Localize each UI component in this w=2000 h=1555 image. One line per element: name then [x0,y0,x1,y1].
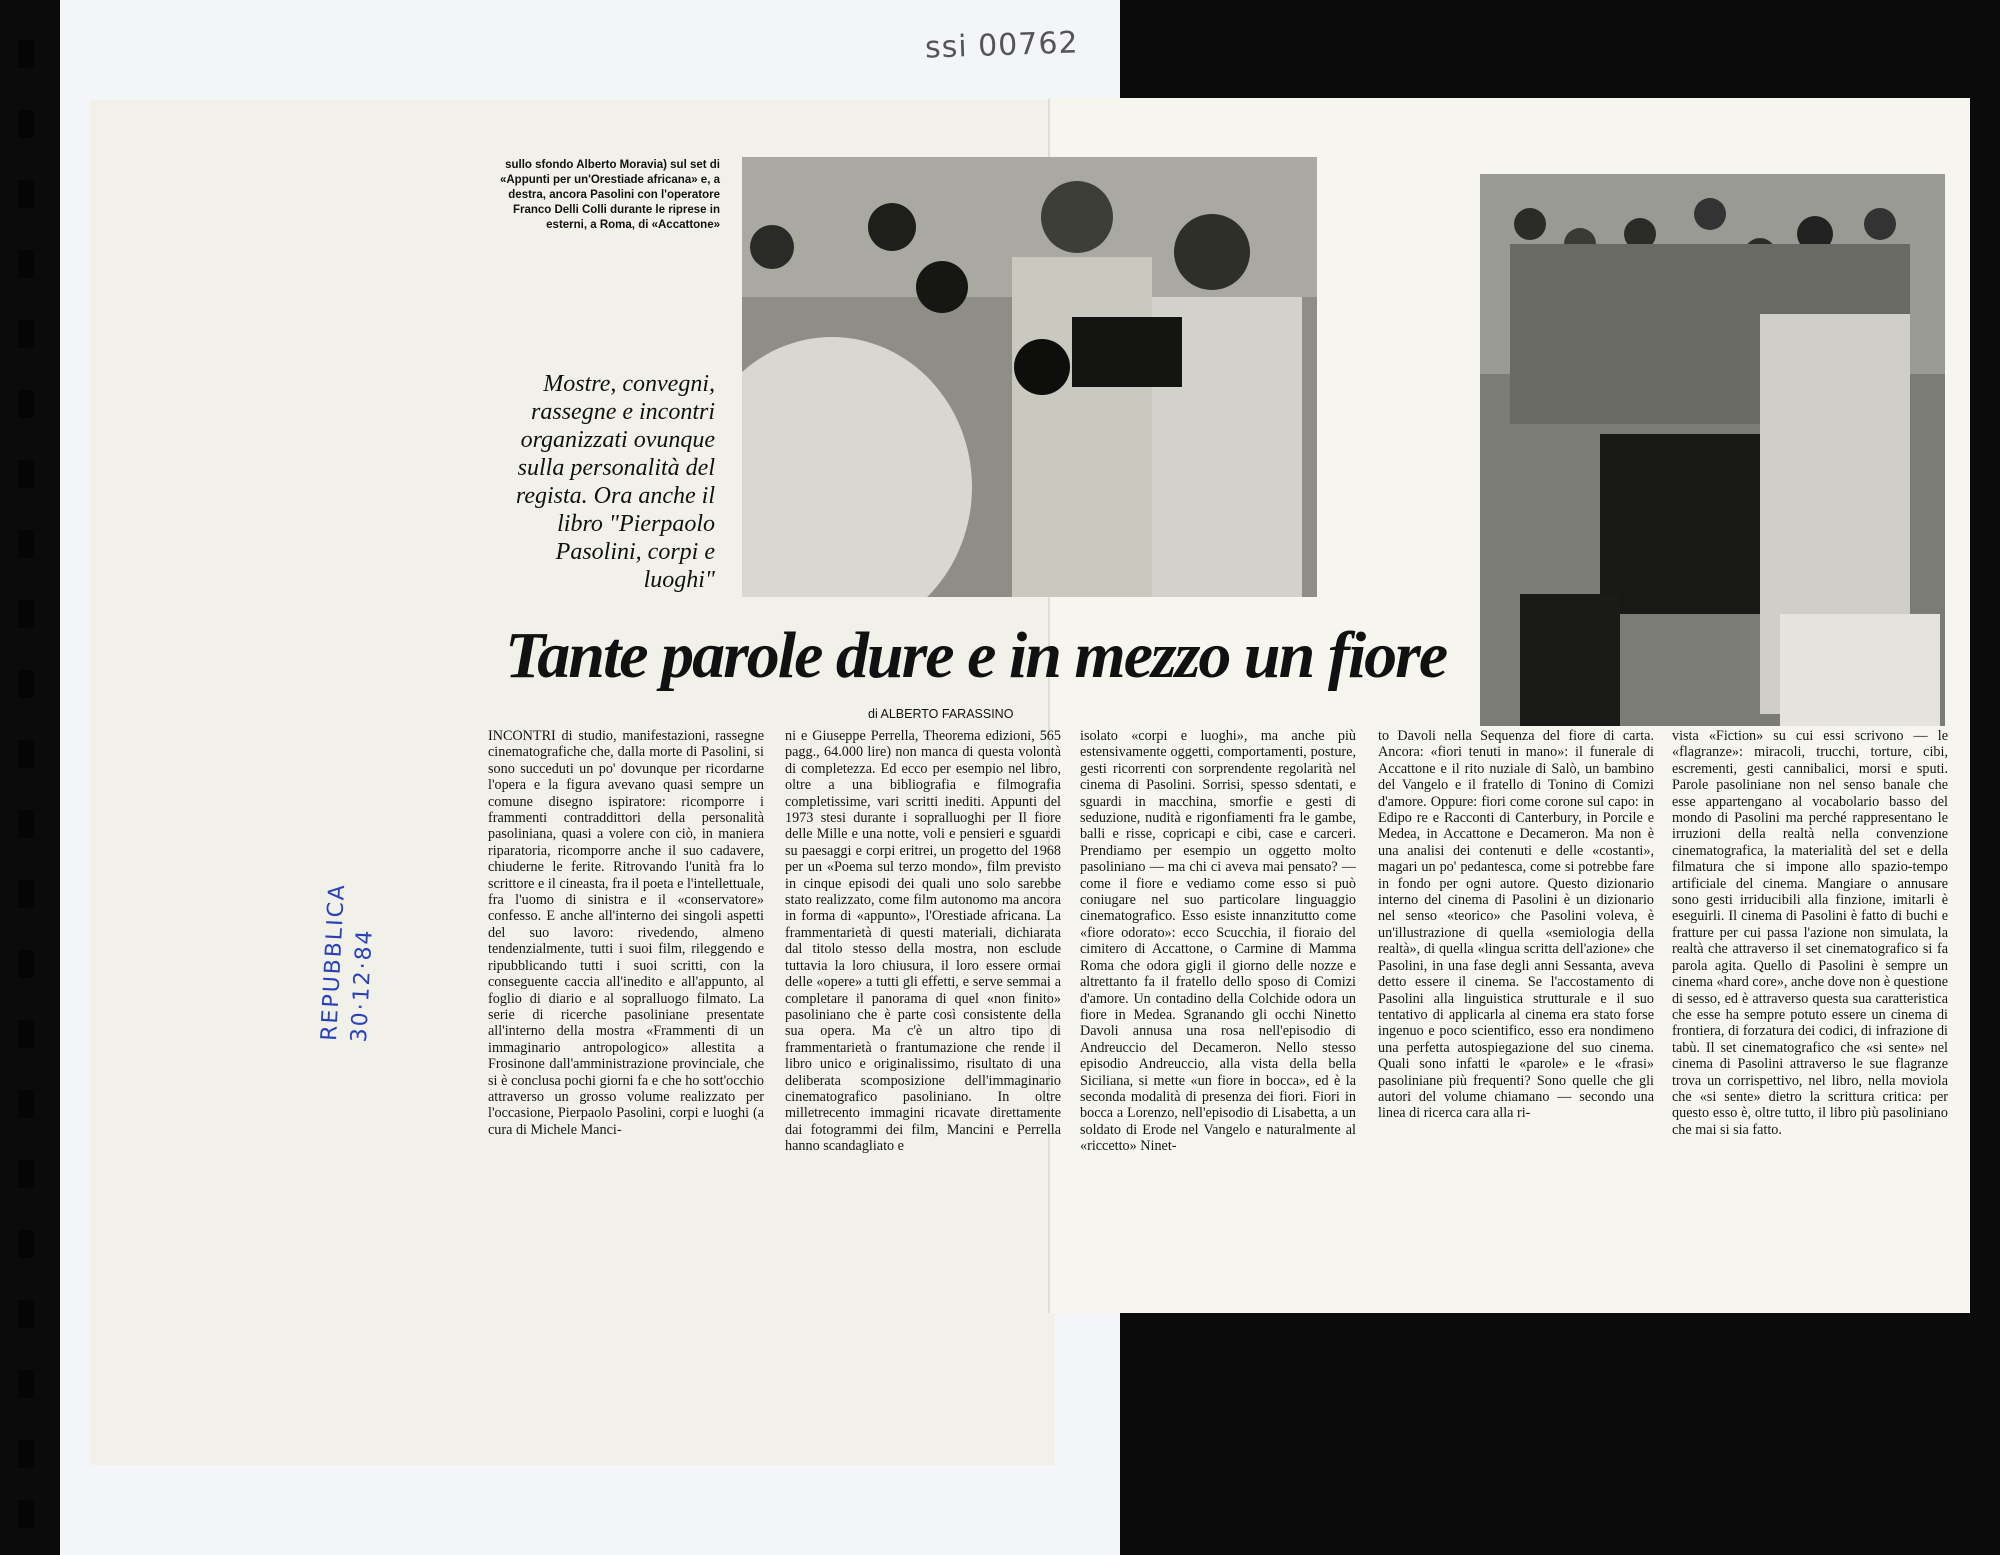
binder-hole [18,880,34,908]
binder-hole [18,390,34,418]
article-subhead: Mostre, convegni, rassegne e incontri organizzati ovunque sulla personalità del regista. Ora anche il libro "Pierpaolo Pasolini, corpi e luoghi" [515,371,715,593]
binder-hole [18,1300,34,1328]
column-text: INCONTRI di studio, manifestazioni, rassegne cinematografiche che, dalla morte di Pasolini, si sono succeduti un po' dovunque per ricordarne l'opera e la figura avevano quasi sempre un comune disegno ispiratore: ricomporre i frammenti contraddittori della personalità pasoliniana, quasi a volere con ciò, in maniera riparatoria, ricomporre anche il suo cadavere, chiuderne le ferite. Ritrovando l'unità fra lo scrittore e il cineasta, fra il poeta e l'intellettuale, fra l'uomo di sinistra e il «conservatore» confesso. E anche all'interno dei singoli aspetti del suo lavoro: rivedendo, almeno tendenzialmente, tutti i suoi film, rileggendo e ripubblicando tutti i suoi scritti, con la conseguente caccia all'inedito e all'appunto, al foglio di diario e al sopralluogo filmato. La serie di ricerche pasoliniane presentate all'interno della mostra «Frammenti di un immaginario antropologico» allestita a Frosinone dall'amministrazione provinciale, che si è conclusa pochi giorni fa e che ho sott'occhio attraverso un grosso volume realizzato per l'occasione, Pierpaolo Pasolini, corpi e luoghi (a cura di Michele Manci- [488,728,764,1138]
photo-pasolini-filming-street [1480,174,1945,726]
handwritten-date: 30·12·84 [346,927,378,1043]
binder-hole [18,670,34,698]
article-column-3 [1080,728,1356,1155]
binder-hole [18,110,34,138]
binder-hole [18,1370,34,1398]
photo-film-set-camera [742,157,1317,597]
binder-hole [18,530,34,558]
binder-hole [18,810,34,838]
handwritten-source-note [315,882,383,1043]
binder-hole [18,460,34,488]
binder-hole [18,1440,34,1468]
binder-hole [18,740,34,768]
photo-caption: sullo sfondo Alberto Moravia) sul set di «Appunti per un'Orestiade africana» e, a destra, ancora Pasolini con l'operatore Franco Delli Colli durante le riprese in esterni, a Roma, di «Accattone» [499,159,720,231]
article-headline: Tante parole dure e in mezzo un fiore [505,619,1447,692]
article-column-5 [1672,728,1948,1138]
column-text: ni e Giuseppe Perrella, Theorema edizioni, 565 pagg., 64.000 lire) non manca di questa volontà di completezza. Ed ecco per esempio nel libro, oltre a una bibliografia e filmografia completissime, vari scritti inediti. Appunti del 1973 stesi durante i sopralluoghi per Il fiore delle Mille e una notte, voli e pensieri e sguardi su paesaggi e corpi eritrei, un progetto del 1968 per un «Poema sul terzo mondo», film previsto in cinque episodi dei quali uno solo sarebbe stato realizzato, come film autonomo ma ancora in forma di «appunto», l'Orestiade africana. La frammentarietà di questi materiali, dichiarata dal titolo stesso della mostra, non esclude tuttavia la loro chiusura, il loro essere ormai delle «opere» a tutti gli effetti, e serve semmai a completare il panorama di quel «non finito» pasoliniano che è parte così consistente della sua opera. Ma c'è un altro tipo di frammentarietà o frantumazione che rende il libro unico e originalissimo, risultato di una deliberata scomposizione dell'immaginario cinematografico pasoliniano. In oltre milletrecento immagini ricavate direttamente dai fotogrammi dei film, Mancini e Perrella hanno scandagliato e [785,728,1061,1155]
binder-hole [18,250,34,278]
binder-hole [18,40,34,68]
binder-hole [18,1090,34,1118]
binder-hole [18,320,34,348]
article-column-2 [785,728,1061,1155]
binder-hole [18,1230,34,1258]
binder-hole [18,1020,34,1048]
binder-ring-holes [0,0,60,1555]
archive-code: ssi 00762 [924,25,1080,66]
binder-hole [18,950,34,978]
binder-hole [18,1500,34,1528]
article-byline: di ALBERTO FARASSINO [868,707,1014,721]
binder-hole [18,180,34,208]
binder-hole [18,600,34,628]
column-text: vista «Fiction» su cui essi scrivono — le «flagranze»: miracoli, trucchi, torture, cibi, escrementi, gesti cannibalici, morsi e sputi. Parole pasoliniane non nel senso banale che esse appartengano al vocabolario basso del mondo di Pasolini ma perché rappresentano le irruzioni della realtà nella convenzione cinematografica, la materialità del set e della filmatura che si impone allo spazio-tempo artificiale del cinema. Mangiare o annusare sono gesti irriducibili alla finzione, imitarli è eseguirli. Il cinema di Pasolini è fatto di buchi e fratture per cui passa l'azione non simulata, la realtà che attraverso il set cinematografico si fa parola agita. Quello di Pasolini è sempre un cinema «hard core», anche dove non è questione di sesso, ed è attraverso questa sua caratteristica che esse ha sempre potuto essere un cinema di frontiera, di forzatura dei codici, di infrazione di tabù. Il set cinematografico che «si sente» nel cinema di Pasolini attraverso le sue flagranze trova un corrispettivo, nel libro, nella moviola che «si sente» dietro la scrittura critica: per questo esso è, oltre tutto, il libro più pasoliniano che mai si sia fatto. [1672,728,1948,1138]
article-column-4 [1378,728,1654,1122]
article-column-1 [488,728,764,1138]
column-text: to Davoli nella Sequenza del fiore di carta. Ancora: «fiori tenuti in mano»: il funerale di Accattone e il rito nuziale di Salò, un bambino del Vangelo e il fratello di Tonino di Comizi d'amore. Oppure: fiori come corone sul capo: in Edipo re e Racconti di Canterbury, in Porcile e Medea, in Accattone e Decameron. Ma non è una analisi dei contenuti e delle «costanti», magari un po' pedantesca, come si potrebbe fare in fondo per ogni autore. Questo dizionario interno del cinema di Pasolini è un dizionario nel senso «teorico» che Pasolini voleva, è un'illustrazione di quella «semiologia della realtà», di quella «lingua scritta dell'azione» che Pasolini, in una fase degli anni Sessanta, aveva detto essere il cinema. Se l'accostamento di Pasolini alla linguistica strutturale e il suo tentativo di applicarla al cinema era stato forse ingenuo e poco scientifico, esso era nondimeno una perfetta autospiegazione del suo cinema. Quali sono infatti le «parole» e le «frasi» pasoliniane più frequenti? Sono quelle che gli autori del volume chiamano — secondo una linea di ricerca cara alla ri- [1378,728,1654,1122]
handwritten-newspaper-name: REPUBBLICA [316,882,351,1042]
binder-hole [18,1160,34,1188]
column-text: isolato «corpi e luoghi», ma anche più estensivamente oggetti, comportamenti, posture, gesti ricorrenti con sorprendente regolarità nel cinema di Pasolini. Sorrisi, spesso sdentati, e sguardi in macchina, smorfie e gesti di seduzione, nudità e rigonfiamenti fra le gambe, balli e risse, copricapi e cibi, case e carceri. Prendiamo per esempio un oggetto molto pasoliniano — ma chi ci aveva mai pensato? — come il fiore e vediamo come esso si può coniugare nel suo particolare linguaggio cinematografico. Esso esiste innanzitutto come «fiore odorato»: ecco Scucchia, il fioraio del cimitero di Accattone, o Carmine di Mamma Roma che odora gigli il giorno delle nozze e altrettanto fa il fratello dello sposo di Comizi d'amore. Un contadino della Colchide odora un fiore in Medea. Sgranando gli occhi Ninetto Davoli annusa una rosa nell'episodio di Andreuccio del Decameron. Nello stesso episodio Andreuccio, alla vista della bella Siciliana, si mette «un fiore in bocca», ed è la seconda modalità di presenza dei fiori. Fiori in bocca a Lorenzo, nell'episodio di Lisabetta, a un soldato di Erode nel Vangelo e naturalmente al «riccetto» Ninet- [1080,728,1356,1155]
